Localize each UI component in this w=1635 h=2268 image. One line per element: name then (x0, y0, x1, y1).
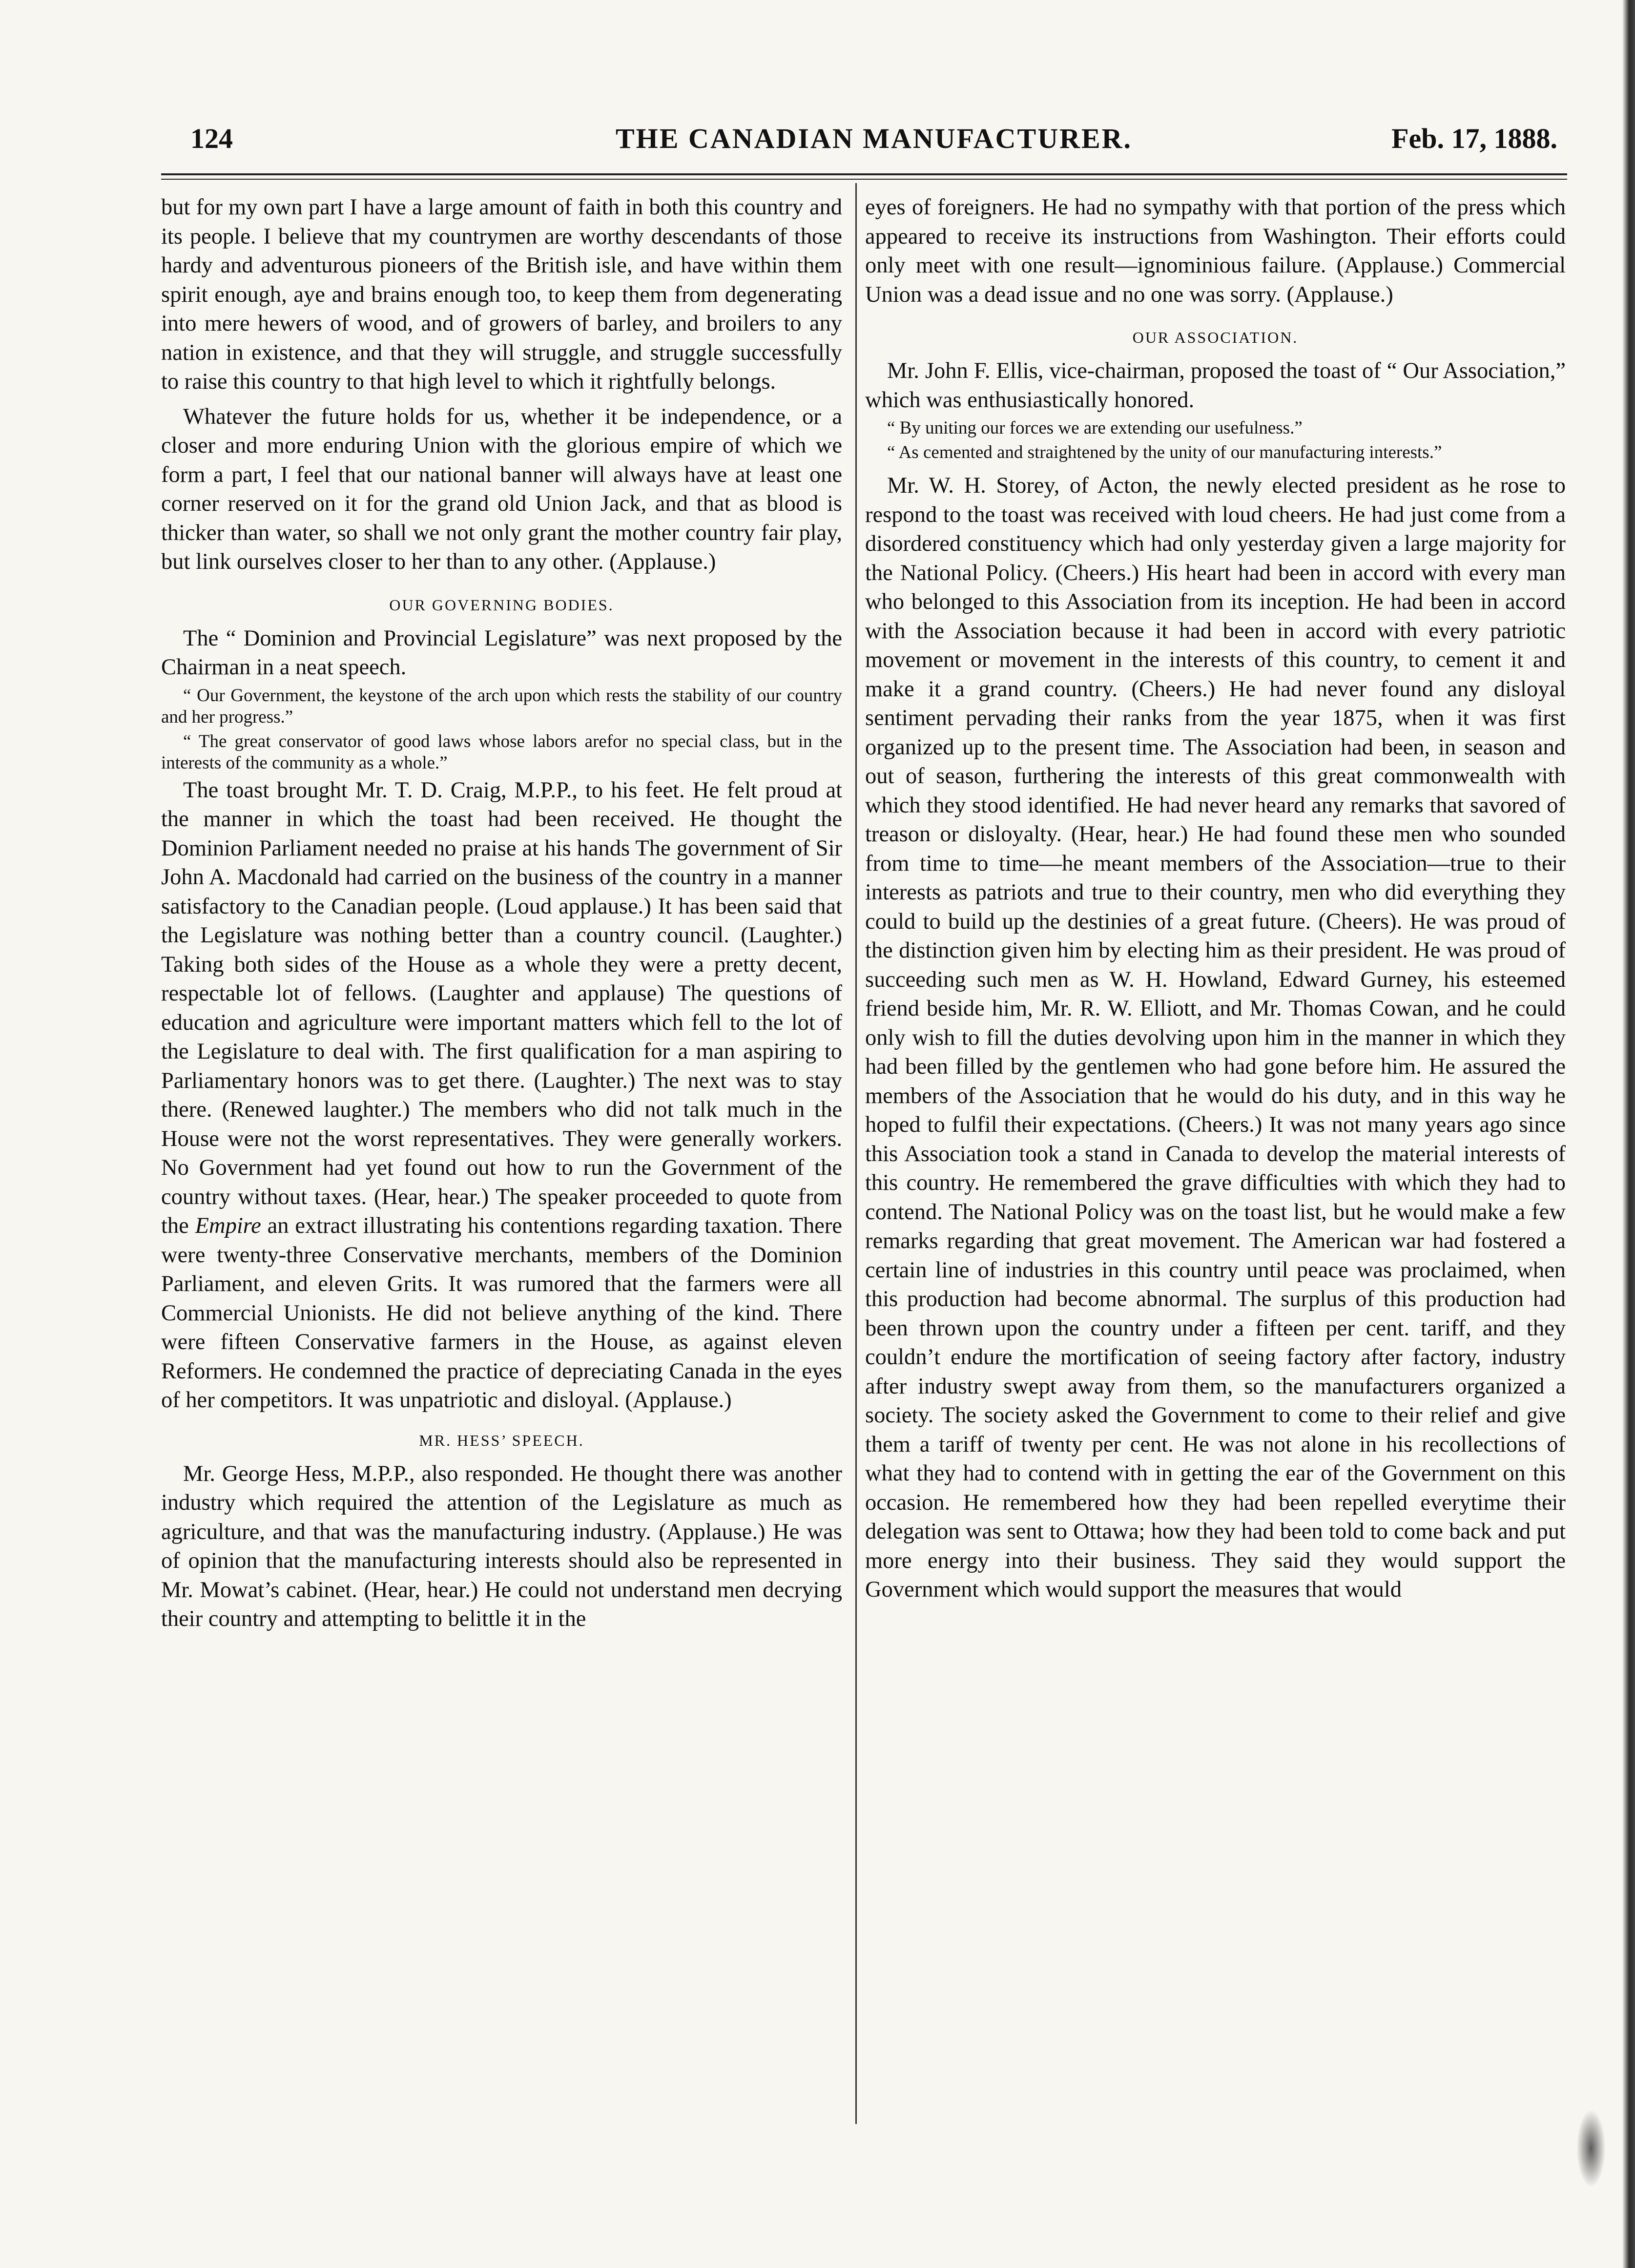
paragraph-storey-speech: Mr. W. H. Storey, of Acton, the newly elected president as he rose to respond to the toast was received with loud cheers. He had just come from a disordered constituency which had only yesterday given a large majority for the National Policy. (Cheers.) His heart had been in accord with every man who belonged to this Association from its inception. He had been in accord with the Association because it had been in accord with every patriotic movement or movement in the interests of this country, to cement it and make it a grand country. (Cheers.) He had never found any disloyal sentiment pervading their ranks from the year 1875, when it was first organized up to the present time. The Association had been, in season and out of season, furthering the interests of this great commonwealth with which they stood identified. He had never heard any remarks that savored of treason or disloyalty. (Hear, hear.) He had found these men who sounded from time to time—he meant members of the Association—true to their interests as patriots and true to their country, men who did everything they could to build up the destinies of a great future. (Cheers). He was proud of the distinction given him by electing him as their president. He was proud of succeeding such men as W. H. Howland, Edward Gurney, his esteemed friend beside him, Mr. R. W. Elliott, and Mr. Thomas Cowan, and he could only wish to fill the duties devolving upon him in the manner in which they had been filled by the gentlemen who had gone before him. He assured the members of the Association that he would do his duty, and in this way he hoped to fulfil their expectations. (Cheers.) It was not many years ago since this Association took a stand in Canada to develop the material interests of this country. He remembered the grave difficulties with which they had to contend. The National Policy was on the toast list, but he would make a few remarks regarding that great movement. The American war had fostered a certain line of industries in this country until peace was proclaimed, when this production had become abnormal. The surplus of this production had been thrown upon the country under a fifteen per cent. tariff, and they couldn’t endure the mortification of seeing factory after factory, industry after industry swept away from them, so the manufacturers organized a society. The society asked the Government to come to their relief and give them a tariff of twenty per cent. He was not alone in his recollections of what they had to contend with in getting the ear of the Government on this occasion. He remembered how they had been repelled everytime their delegation was sent to Ottawa; how they had been told to come back and put more energy into their business. They said they would support the Government which would support the measures that would (865, 473, 1566, 1602)
paragraph: eyes of foreigners. He had no sympathy with that portion of the press which appeared to receive its instructions from Washington. Their efforts could only meet with one result—ignominious failure. (Applause.) Commercial Union was a dead issue and no one was sorry. (Applause.) (865, 195, 1566, 307)
ink-smudge (1576, 2109, 1606, 2187)
page-edge-shadow (1622, 0, 1635, 2268)
paragraph: Whatever the future holds for us, whether it be independence, or a closer and more enduring Union with the glorious empire of which we form a part, I feel that our national banner will always have at least one corner reserved on it for the grand old Union Jack, and that as blood is thicker than water, so shall we not only grant the mother country fair play, but link ourselves closer to her than to any other. (Applause.) (161, 404, 842, 574)
toast-motto: “ By uniting our forces we are extending our usefulness.” (887, 418, 1303, 438)
section-heading-our-association: OUR ASSOCIATION. (1132, 329, 1299, 346)
right-column (865, 193, 1566, 1604)
page-header (190, 122, 1557, 166)
paragraph: but for my own part I have a large amount of faith in both this country and its people. I believe that my countrymen are worthy descendants of those hardy and adventurous pioneers of the British isle, and have within them spirit enough, aye and brains enough too, to keep them from degenerating into mere hewers of wood, and of growers of barley, and broilers to any nation in existence, and that they will struggle, and struggle successfully to raise this country to that high level to which it rightfully belongs. (161, 195, 842, 394)
paragraph: Mr. John F. Ellis, vice-chairman, proposed the toast of “ Our Association,” which was enthusiastically honored. (865, 358, 1566, 413)
paragraph: The “ Dominion and Provincial Legislature” was next proposed by the Chairman in a neat speech. (161, 625, 842, 680)
publication-title: THE CANADIAN MANUFACTURER. (615, 123, 1133, 154)
header-rule-thick (161, 173, 1567, 175)
page-number: 124 (190, 123, 233, 154)
toast-motto: “ The great conservator of good laws whose labors arefor no special class, but in the interests of the community as a whole.” (161, 731, 842, 773)
toast-motto: “ Our Government, the keystone of the arch upon which rests the stability of our country and her progress.” (161, 685, 842, 727)
paragraph-text: The toast brought Mr. T. D. Craig, M.P.P., to his feet. He felt proud at the manner in which the toast had been received. He thought the Dominion Parliament needed no praise at his hands The government of Sir John A. Macdonald had carried on the business of the country in a manner satisfactory to the Canadian people. (Loud applause.) It has been said that the Legislature was nothing better than a country council. (Laughter.) Taking both sides of the House as a whole they were a pretty decent, respectable lot of fellows. (Laughter and applause) The questions of education and agriculture were important matters which fell to the lot of the Legislature to deal with. The first qualification for a man aspiring to Parliamentary honors was to get there. (Laughter.) The next was to stay there. (Renewed laughter.) The members who did not talk much in the House were not the worst representatives. They were generally workers. No Government had yet found out how to run the Government of the country without taxes. (Hear, hear.) The speaker proceeded to quote from the (161, 777, 842, 1238)
toast-motto: “ As cemented and straightened by the unity of our manufacturing interests.” (887, 442, 1442, 462)
section-heading-governing-bodies: OUR GOVERNING BODIES. (389, 596, 614, 614)
paragraph: Mr. George Hess, M.P.P., also responded. He thought there was another industry which required the attention of the Legislature as much as agriculture, and that was the manufacturing industry. (Applause.) He was of opinion that the manufacturing interests should also be represented in Mr. Mowat’s cabinet. (Hear, hear.) He could not understand men decrying their country and attempting to belittle it in the (161, 1461, 842, 1631)
left-column (161, 193, 842, 1634)
issue-date: Feb. 17, 1888. (1391, 123, 1557, 154)
paragraph-text: an extract illustrating his contentions regarding taxation. There were twenty-three Conservative merchants, members of the Dominion Parliament, and eleven Grits. It was rumored that the farmers were all Commercial Unionists. He did not believe anything of the kind. There were fifteen Conservative farmers in the House, as against eleven Reformers. He condemned the practice of depreciating Canada in the eyes of her competitors. It was unpatriotic and disloyal. (Applause.) (161, 1213, 842, 1413)
column-divider (855, 183, 857, 2124)
newspaper-name: Empire (195, 1213, 261, 1238)
header-rule-thin (161, 179, 1567, 180)
paragraph-craig-speech (161, 776, 842, 1415)
section-heading-hess-speech: MR. HESS’ SPEECH. (419, 1431, 584, 1449)
